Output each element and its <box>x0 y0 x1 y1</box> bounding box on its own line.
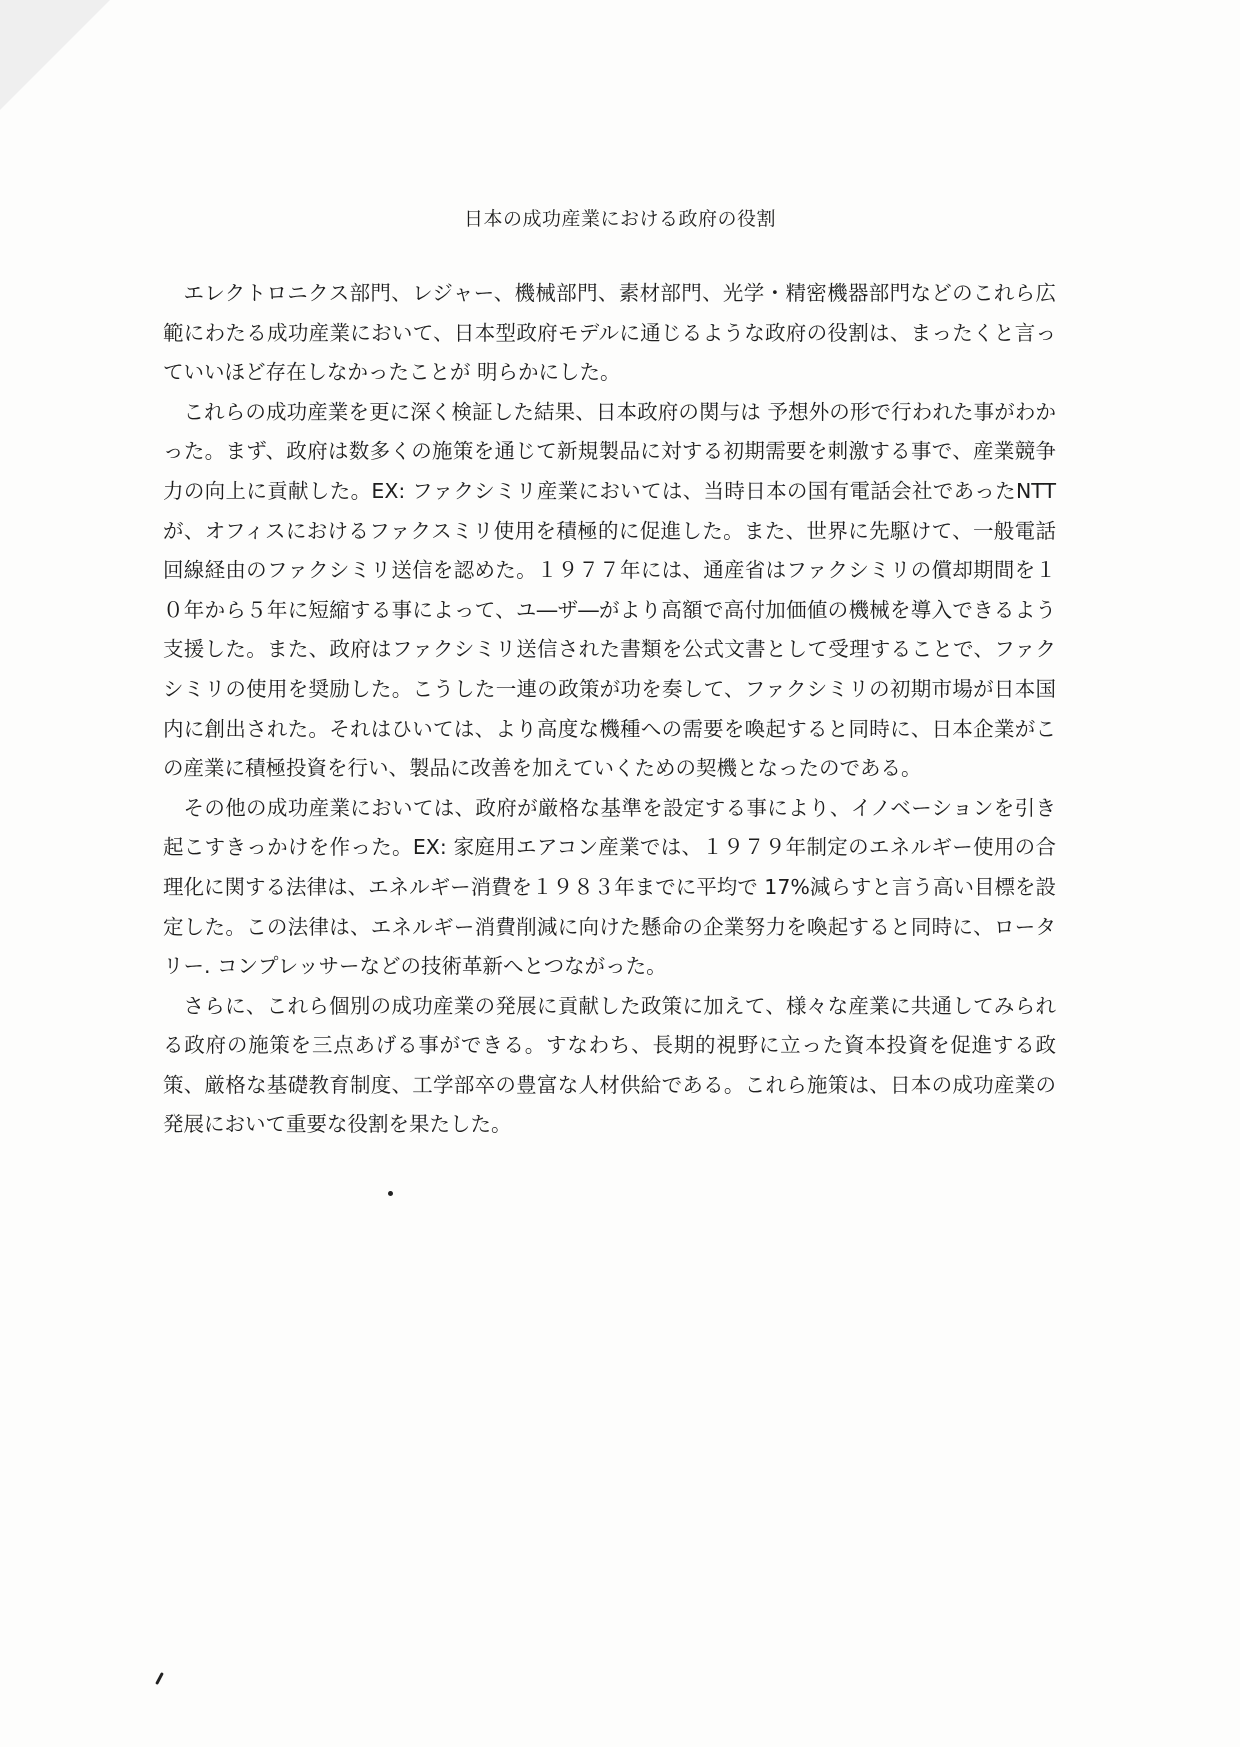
document-body <box>163 274 1056 1145</box>
scan-speck <box>388 1191 393 1196</box>
document-title: 日本の成功産業における政府の役割 <box>463 208 776 230</box>
paragraph-1: エレクトロニクス部門、レジャー、機械部門、素材部門、光学・精密機器部門などのこれら広範にわたる成功産業において、日本型政府モデルに通じるような政府の役割は、まったくと言っていいほど存在しなかったことが 明らかにした。 <box>163 281 1056 385</box>
scan-mark <box>155 1672 164 1685</box>
paragraph-4: さらに、これら個別の成功産業の発展に貢献した政策に加えて、様々な産業に共通してみられる政府の施策を三点あげる事ができる。すなわち、長期的視野に立った資本投資を促進する政策、厳格な基礎教育制度、工学部卒の豊富な人材供給である。これら施策は、日本の成功産業の発展において重要な役割を果たした。 <box>163 993 1056 1137</box>
paragraph-2: これらの成功産業を更に深く検証した結果、日本政府の関与は 予想外の形で行われた事がわかった。まず、政府は数多くの施策を通じて新規製品に対する初期需要を刺激する事で、産業競争力の向上に貢献した。EX: ファクシミリ産業においては、当時日本の国有電話会社であったNTTが、オフィスにおけるファクスミリ使用を積極的に促進した。また、世界に先駆けて、一般電話回線経由のファクシミリ送信を認めた。１９７７年には、通産省はファクシミリの償却期間を１０年から５年に短縮する事によって、ユ―ザ―がより高額で高付加価値の機械を導入できるよう支援した。また、政府はファクシミリ送信された書類を公式文書として受理することで、ファクシミリの使用を奨励した。こうした一連の政策が功を奏して、ファクシミリの初期市場が日本国内に創出された。それはひいては、より高度な機種への需要を喚起すると同時に、日本企業がこの産業に積極投資を行い、製品に改善を加えていくための契機となったのである。 <box>163 399 1056 781</box>
page-corner-shadow <box>0 0 110 110</box>
paragraph-3: その他の成功産業においては、政府が厳格な基準を設定する事により、イノベーションを引き起こすきっかけを作った。EX: 家庭用エアコン産業では、１９７９年制定のエネルギー使用の合理化に関する法律は、エネルギー消費を１９８３年までに平均で 17%減らすと言う高い目標を設定した。この法律は、エネルギー消費削減に向けた懸命の企業努力を喚起すると同時に、ロータリー. コンプレッサーなどの技術革新へとつながった。 <box>163 795 1056 979</box>
